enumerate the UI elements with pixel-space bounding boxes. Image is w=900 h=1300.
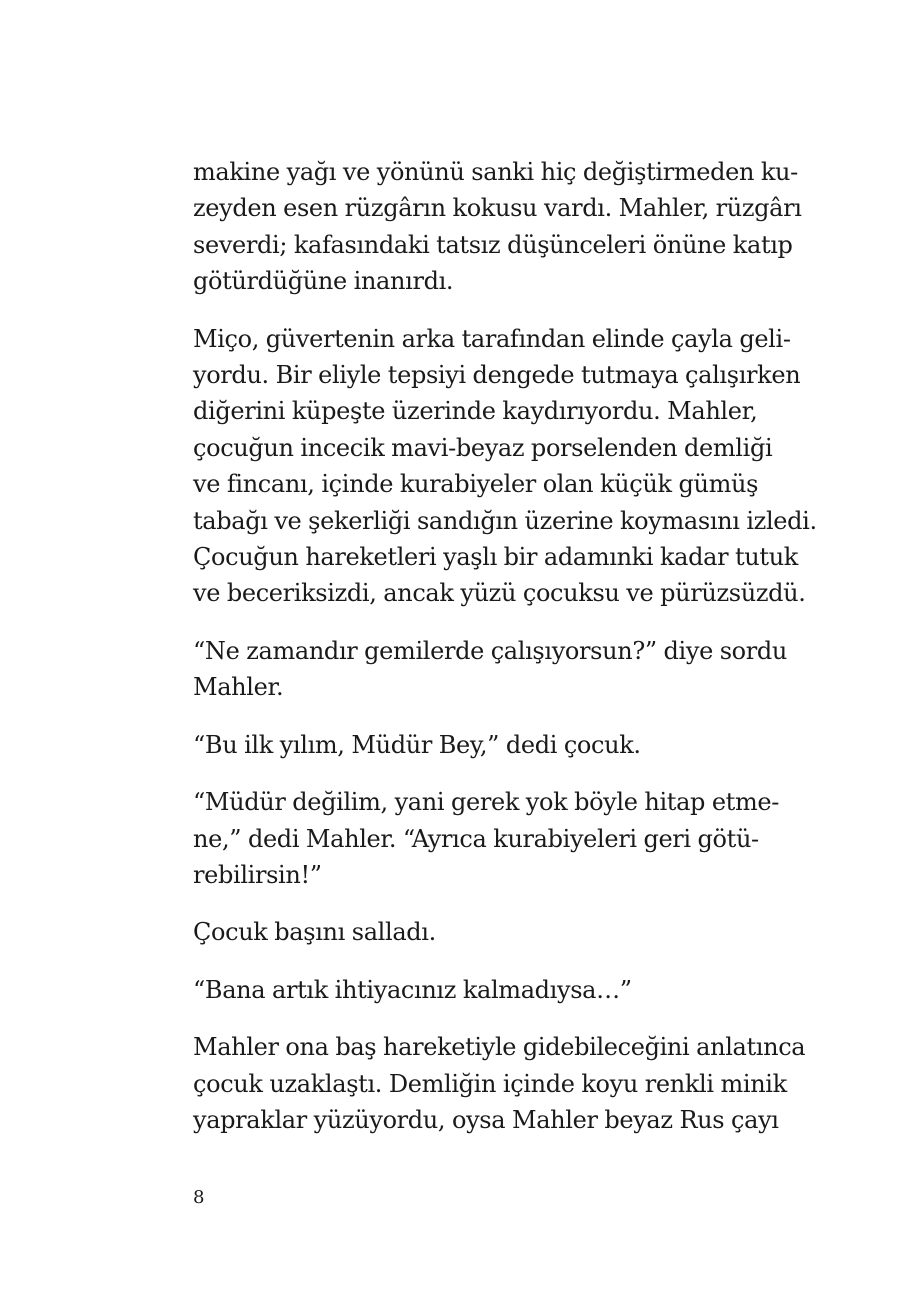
text-line: çocuk uzaklaştı. Demliğin içinde koyu renkli minik (193, 1069, 787, 1098)
paragraph (193, 154, 802, 300)
text-line: ne,” dedi Mahler. “Ayrıca kurabiyeleri geri götü- (193, 824, 759, 853)
text-line: ve beceriksizdi, ancak yüzü çocuksu ve pürüzsüzdü. (193, 579, 806, 608)
paragraph (193, 784, 779, 893)
text-line: ve fincanı, içinde kurabiyeler olan küçük gümüş (193, 470, 759, 499)
text-line: rebilirsin!” (193, 860, 322, 889)
text-line: yapraklar yüzüyordu, oysa Mahler beyaz Rus çayı (193, 1105, 779, 1134)
text-line: Mahler. (193, 673, 284, 702)
text-line: götürdüğüne inanırdı. (193, 267, 454, 296)
text-line: “Müdür değilim, yani gerek yok böyle hitap etme- (193, 788, 779, 817)
text-line: “Bana artık ihtiyacınız kalmadıysa…” (193, 975, 632, 1004)
paragraph (193, 633, 788, 706)
text-line: “Ne zamandır gemilerde çalışıyorsun?” diye sordu (193, 636, 788, 665)
text-line: çocuğun incecik mavi-beyaz porselenden demliği (193, 433, 773, 462)
body-text (193, 154, 817, 1159)
text-line: tabağı ve şekerliği sandığın üzerine koymasını izledi. (193, 506, 817, 535)
text-line: Mahler ona baş hareketiyle gidebileceğini anlatınca (193, 1033, 806, 1062)
text-line: zeyden esen rüzgârın kokusu vardı. Mahler, rüzgârı (193, 194, 802, 223)
page-number: 8 (193, 1187, 205, 1208)
text-line: diğerini küpeşte üzerinde kaydırıyordu. Mahler, (193, 397, 758, 426)
text-line: “Bu ilk yılım, Müdür Bey,” dedi çocuk. (193, 730, 641, 759)
paragraph (193, 727, 709, 763)
text-line: Çocuğun hareketleri yaşlı bir adamınki kadar tutuk (193, 543, 799, 572)
text-line: severdi; kafasındaki tatsız düşünceleri önüne katıp (193, 230, 793, 259)
paragraph (193, 321, 817, 612)
text-line: makine yağı ve yönünü sanki hiç değiştirmeden ku- (193, 158, 798, 186)
paragraph (193, 1029, 806, 1138)
paragraph (193, 914, 709, 950)
text-line: Çocuk başını salladı. (193, 918, 436, 947)
text-line: yordu. Bir eliyle tepsiyi dengede tutmaya çalışırken (193, 361, 801, 390)
paragraph (193, 972, 709, 1008)
text-line: Miço, güvertenin arka tarafından elinde çayla geli- (193, 324, 791, 353)
